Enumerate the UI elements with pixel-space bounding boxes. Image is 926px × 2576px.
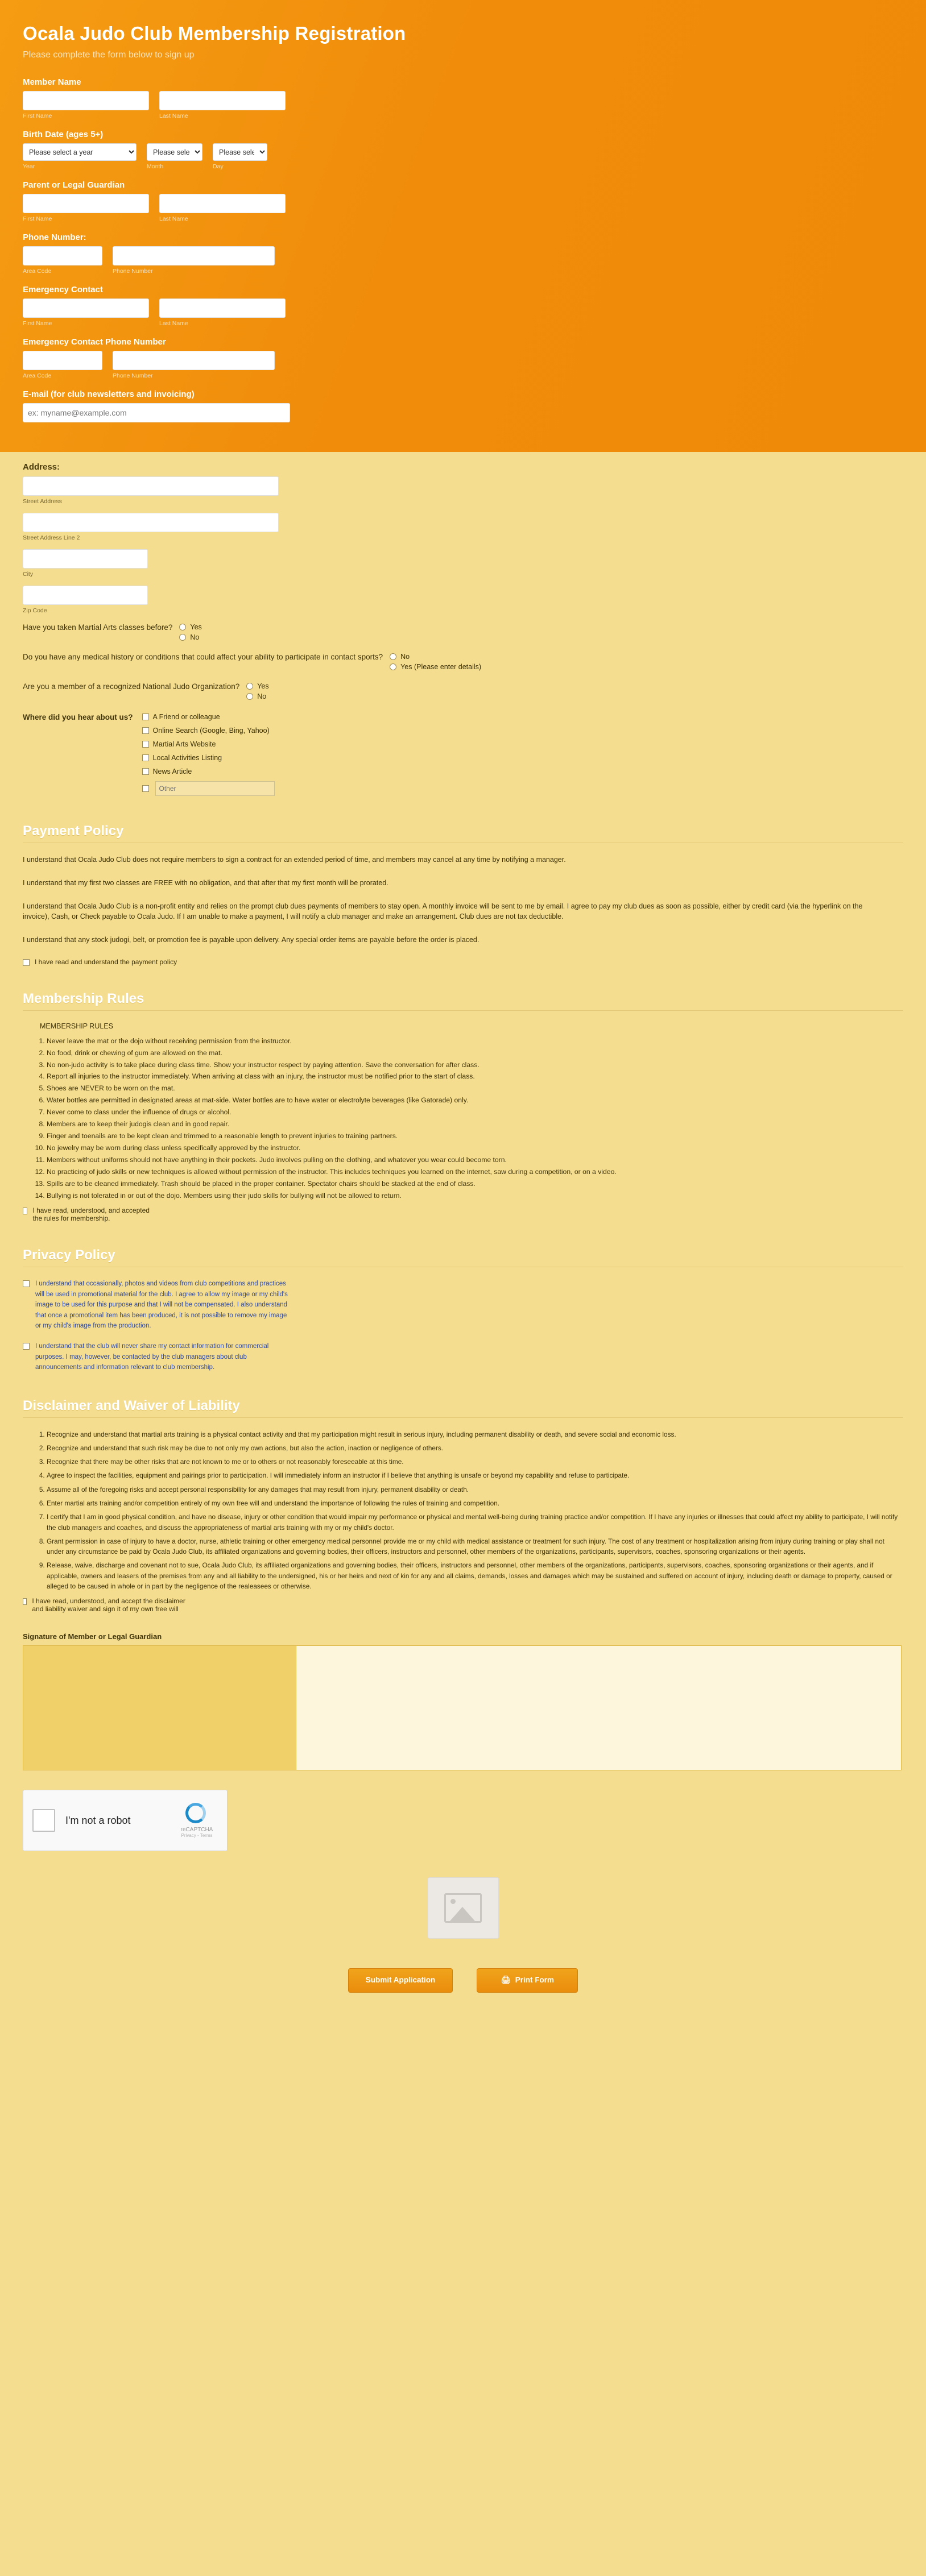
street-address-2-hint: Street Address Line 2	[23, 534, 80, 541]
radio-option-no[interactable]	[390, 653, 481, 661]
list-item: 3. No non-judo activity is to take place during class time. Show your instructor respect by paying attention. Save the conversation for after class.	[47, 1060, 903, 1071]
payment-policy-paragraph: I understand that Ocala Judo Club is a non-profit entity and relies on the prompt club dues payments of members to stay open. A monthly invoice will be sent to me by email. I agree to pay my club dues as soon as possible, either by credit card (via the hyperlink on the invoice), Cash, or Check payable to Ocala Judo. If I am unable to make a payment, I will notify a club manager and make an arrangement. Club dues are not tax deductible.	[23, 902, 863, 921]
birth-month-hint: Month	[147, 163, 164, 170]
question-martial-arts-experience	[23, 623, 903, 644]
member-last-name-wrap	[159, 91, 286, 119]
emergency-phone-number-input[interactable]	[113, 351, 275, 370]
guardian-first-name-hint: First Name	[23, 215, 52, 222]
address-group	[23, 462, 903, 614]
radio-label: No	[257, 692, 267, 700]
membership-rules-acknowledgement-label: I have read, understood, and accepted the rules for membership.	[32, 1206, 150, 1223]
email-input[interactable]	[23, 403, 290, 422]
disclaimer-title: Disclaimer and Waiver of Liability	[23, 1397, 240, 1413]
radio-option-no[interactable]	[179, 633, 201, 641]
payment-policy-section	[23, 823, 903, 966]
city-hint: City	[23, 571, 34, 578]
membership-rules-acknowledgement[interactable]	[23, 1206, 159, 1222]
radio-icon[interactable]	[390, 663, 396, 670]
form-actions	[23, 1968, 903, 1998]
form-header-section	[0, 0, 926, 452]
birth-year-hint: Year	[23, 163, 35, 170]
birth-day-wrap	[213, 143, 267, 170]
checkbox-option-martial-arts-website[interactable]	[142, 740, 275, 748]
payment-policy-paragraph: I understand that Ocala Judo Club does not require members to sign a contract for an extended period of time, and members may cancel at any time by notifying a manager.	[23, 856, 566, 864]
radio-option-yes[interactable]	[246, 682, 268, 690]
list-item: 2. Recognize and understand that such risk may be due to not only my own actions, but also the action, inaction or negligence of others.	[47, 1443, 903, 1453]
radio-icon[interactable]	[390, 653, 396, 660]
form-body-section	[0, 452, 926, 2021]
radio-option-yes-details[interactable]	[390, 663, 481, 671]
birth-day-hint: Day	[213, 163, 224, 170]
checkbox-label: A Friend or colleague	[152, 713, 220, 721]
checkbox-icon[interactable]	[142, 741, 149, 748]
member-first-name-input[interactable]	[23, 91, 149, 110]
radio-label: No	[400, 653, 410, 661]
list-item: 13. Spills are to be cleaned immediately. Trash should be placed in the proper container. Spectator chairs should be stacked at the end of class.	[47, 1179, 903, 1189]
guardian-first-name-input[interactable]	[23, 194, 149, 213]
list-item: 4. Agree to inspect the facilities, equipment and pairings prior to participation. I will immediately inform an instructor if I believe that anything is unsafe or beyond my capability and refuse to participate.	[47, 1470, 903, 1480]
payment-policy-acknowledgement-label: I have read and understand the payment policy	[35, 957, 177, 966]
list-item: 3. Recognize that there may be other risks that are not known to me or to others or not reasonably foreseeable at this time.	[47, 1457, 903, 1467]
list-item: 12. No practicing of judo skills or new techniques is allowed without permission of the instructor. This includes techniques you learned on the internet, saw during a competition, or on a video.	[47, 1167, 903, 1177]
checkbox-icon[interactable]	[142, 785, 149, 792]
list-item: 8. Grant permission in case of injury to have a doctor, nurse, athletic training or other emergency medical personnel provide me or my child with medical assistance or treatment for such injury. The cost of any treatment or hospitalization arising from injury during training or play shall not under any circumstance be paid by Ocala Judo Club, its affiliated organizations and governing bodies, their officers, instructors and personnel, other members of the organizations, participants, supervisors, coaches, sponsoring organizations or their agents.	[47, 1536, 903, 1557]
recaptcha-brand-text: reCAPTCHA	[180, 1827, 213, 1834]
privacy-policy-title: Privacy Policy	[23, 1247, 115, 1263]
radio-label: No	[190, 633, 200, 641]
payment-policy-paragraph: I understand that any stock judogi, belt, or promotion fee is payable upon delivery. Any special order items are payable before the order is placed.	[23, 936, 479, 944]
birth-month-wrap	[147, 143, 202, 170]
list-item: 5. Shoes are NEVER to be worn on the mat.	[47, 1083, 903, 1094]
emergency-phone-number-wrap	[113, 351, 275, 379]
question-national-judo-org	[23, 682, 903, 703]
payment-policy-acknowledgement[interactable]	[23, 958, 903, 966]
birth-day-select[interactable]	[213, 143, 267, 161]
email-label: E-mail (for club newsletters and invoicing)	[23, 389, 195, 399]
emergency-first-name-input[interactable]	[23, 298, 149, 318]
checkbox-label: Online Search (Google, Bing, Yahoo)	[152, 727, 270, 735]
checkbox-option-other[interactable]	[142, 781, 275, 796]
phone-number-wrap	[113, 246, 275, 275]
guardian-last-name-input[interactable]	[159, 194, 286, 213]
submit-application-button[interactable]: Submit Application	[348, 1968, 453, 1993]
hear-about-us-label: Where did you hear about us?	[23, 713, 133, 721]
divider	[23, 1010, 903, 1011]
emergency-first-name-wrap	[23, 298, 149, 327]
printer-icon: 🖨	[501, 1976, 511, 1985]
list-item: 11. Members without uniforms should not have anything in their pockets. Judo involves pulling on the clothing, and whatever you wear could become torn.	[47, 1155, 903, 1165]
list-item: 7. I certify that I am in good physical condition, and have no disease, injury or other condition that would impair my performance or physical and mental well-being during training practice and/or competition. If I have any injuries or illnesses that could affect my ability to participate, I will notify the club managers and coaches, and discuss the appropriateness of martial arts training with my or my child's doctor.	[47, 1512, 903, 1533]
phone-area-wrap	[23, 246, 102, 275]
checkbox-option-local-activities-listing[interactable]	[142, 754, 275, 762]
street-address-hint: Street Address	[23, 498, 62, 505]
guardian-last-name-hint: Last Name	[159, 215, 188, 222]
page-title: Ocala Judo Club Membership Registration	[23, 23, 406, 44]
disclaimer-acknowledgement-label: I have read, understood, and accept the disclaimer and liability waiver and sign it of my own free will	[32, 1597, 185, 1613]
member-name-label: Member Name	[23, 77, 81, 87]
guardian-first-name-wrap	[23, 194, 149, 222]
payment-policy-paragraph: I understand that my first two classes are FREE with no obligation, and that after that my first month will be prorated.	[23, 878, 388, 887]
privacy-policy-consent-photos[interactable]	[23, 1279, 903, 1331]
radio-label: Yes (Please enter details)	[400, 663, 482, 671]
list-item: 9. Release, waive, discharge and covenant not to sue, Ocala Judo Club, its affiliated organizations and governing bodies, their officers, instructors and personnel, other members of the organizations, participants, supervisors, coaches, sponsoring organizations or their agents, and if applicable, owners and leasers of the premises from any and all liability to the undersigned, his or her heirs and next of kin for any and all claims, demands, losses and damages which may be sustained and suffered on account of injury, including death or damage to property, caused or alleged to be caused in whole or in part by the negligence of the realeasees or otherwise.	[47, 1560, 903, 1591]
list-item: 7. Never come to class under the influence of drugs or alcohol.	[47, 1107, 903, 1118]
emergency-phone-number-hint: Phone Number	[113, 372, 153, 379]
zip-hint: Zip Code	[23, 607, 47, 614]
privacy-policy-consent-contact-label: I understand that the club will never share my contact information for commercial purposes. I may, however, be contacted by the club managers about club announcements and information relevant to club membership.	[35, 1343, 269, 1371]
member-first-name-wrap	[23, 91, 149, 119]
list-item: 2. No food, drink or chewing of gum are allowed on the mat.	[47, 1048, 903, 1059]
checkbox-icon[interactable]	[142, 754, 149, 761]
disclaimer-list	[47, 1429, 903, 1592]
list-item: 8. Members are to keep their judogis clean and in good repair.	[47, 1119, 903, 1130]
checkbox-label: Local Activities Listing	[152, 754, 222, 762]
membership-rules-title: Membership Rules	[23, 990, 144, 1006]
signature-pad[interactable]	[23, 1645, 902, 1770]
radio-icon[interactable]	[179, 624, 186, 630]
radio-icon[interactable]	[246, 693, 253, 700]
member-last-name-hint: Last Name	[159, 113, 188, 119]
print-form-button[interactable]	[477, 1968, 578, 1993]
list-item: 14. Bullying is not tolerated in or out of the dojo. Members using their judo skills for bullying will not be allowed to return.	[47, 1190, 903, 1201]
guardian-label: Parent or Legal Guardian	[23, 180, 125, 190]
member-last-name-input[interactable]	[159, 91, 286, 110]
emergency-phone-area-wrap	[23, 351, 102, 379]
emergency-phone-label: Emergency Contact Phone Number	[23, 337, 166, 347]
recaptcha-widget[interactable]	[23, 1790, 228, 1851]
phone-area-code-hint: Area Code	[23, 268, 52, 275]
hear-about-us-group	[23, 713, 903, 798]
guardian-last-name-wrap	[159, 194, 286, 222]
checkbox-option-online-search[interactable]	[142, 727, 275, 735]
radio-option-yes[interactable]	[179, 623, 201, 631]
checkbox-icon[interactable]	[23, 1280, 30, 1287]
birth-date-label: Birth Date (ages 5+)	[23, 130, 104, 139]
disclaimer-section	[23, 1398, 903, 1613]
signature-pad-left[interactable]	[23, 1646, 296, 1770]
list-item: 6. Water bottles are permitted in designated areas at mat-side. Water bottles are to have water or electrolyte beverages (like Gatorade) only.	[47, 1095, 903, 1106]
divider	[23, 1417, 903, 1418]
question-medical-history	[23, 653, 903, 673]
zip-input[interactable]	[23, 586, 148, 605]
question-medical-history-label: Do you have any medical history or conditions that could affect your ability to participate in contact sports?	[23, 653, 383, 661]
recaptcha-terms-text: Privacy - Terms	[181, 1833, 213, 1839]
birth-year-select[interactable]	[23, 143, 137, 161]
list-item: 10. No jewelry may be worn during class unless specifically approved by the instructor.	[47, 1143, 903, 1154]
list-item: 9. Finger and toenails are to be kept clean and trimmed to a reasonable length to prevent injuries to training partners.	[47, 1131, 903, 1142]
phone-area-code-input[interactable]	[23, 246, 102, 266]
privacy-policy-section	[23, 1247, 903, 1372]
phone-group	[23, 233, 903, 275]
checkbox-option-friend[interactable]	[142, 713, 275, 721]
radio-option-no[interactable]	[246, 692, 268, 700]
membership-rules-heading: MEMBERSHIP RULES	[40, 1022, 113, 1030]
privacy-policy-consent-contact[interactable]	[23, 1341, 903, 1372]
membership-rules-list	[47, 1036, 903, 1201]
guardian-group	[23, 180, 903, 222]
emergency-phone-group	[23, 337, 903, 379]
street-address-2-input[interactable]	[23, 513, 279, 532]
city-input[interactable]	[23, 549, 148, 569]
emergency-last-name-hint: Last Name	[159, 320, 188, 327]
birth-year-wrap	[23, 143, 137, 170]
birth-month-select[interactable]	[147, 143, 202, 161]
hear-about-other-input[interactable]	[155, 781, 275, 796]
signature-label: Signature of Member or Legal Guardian	[23, 1632, 162, 1641]
checkbox-icon[interactable]	[23, 959, 30, 966]
phone-label: Phone Number:	[23, 233, 86, 242]
checkbox-icon[interactable]	[142, 727, 149, 734]
list-item: 1. Never leave the mat or the dojo without receiving permission from the instructor.	[47, 1036, 903, 1047]
recaptcha-checkbox[interactable]	[32, 1809, 55, 1832]
phone-number-input[interactable]	[113, 246, 275, 266]
email-group	[23, 389, 903, 422]
checkbox-option-news-article[interactable]	[142, 768, 275, 775]
question-national-judo-org-label: Are you a member of a recognized National Judo Organization?	[23, 682, 240, 691]
image-placeholder	[428, 1877, 499, 1939]
radio-label: Yes	[190, 623, 202, 631]
emergency-phone-area-code-input[interactable]	[23, 351, 102, 370]
radio-icon[interactable]	[179, 634, 186, 641]
question-martial-arts-experience-label: Have you taken Martial Arts classes before?	[23, 623, 173, 632]
checkbox-icon[interactable]	[23, 1598, 27, 1605]
phone-number-hint: Phone Number	[113, 268, 153, 275]
checkbox-icon[interactable]	[23, 1343, 30, 1350]
recaptcha-icon	[185, 1803, 208, 1826]
checkbox-icon[interactable]	[23, 1208, 27, 1214]
member-first-name-hint: First Name	[23, 113, 52, 119]
emergency-last-name-wrap	[159, 298, 286, 327]
list-item: 4. Report all injuries to the instructor immediately. When arriving at class with an injury, the instructor must be notified prior to the start of class.	[47, 1071, 903, 1082]
birth-date-group	[23, 130, 903, 170]
image-icon	[444, 1893, 482, 1923]
emergency-contact-label: Emergency Contact	[23, 285, 103, 294]
recaptcha-label: I'm not a robot	[65, 1814, 131, 1826]
membership-rules-section	[23, 991, 903, 1223]
emergency-contact-group	[23, 285, 903, 327]
recaptcha-branding	[175, 1803, 219, 1838]
address-label: Address:	[23, 462, 60, 472]
page-subtitle: Please complete the form below to sign up	[23, 50, 195, 60]
member-name-group	[23, 77, 903, 119]
list-item: 5. Assume all of the foregoing risks and accept personal responsibility for any damages that may result from injury, permanent disability or death.	[47, 1484, 903, 1495]
privacy-policy-items	[23, 1279, 903, 1372]
signature-pad-canvas[interactable]	[296, 1646, 901, 1770]
checkbox-icon[interactable]	[142, 768, 149, 775]
print-form-label: Print Form	[515, 1976, 554, 1985]
privacy-policy-consent-photos-label: I understand that occasionally, photos and videos from club competitions and practices will be used in promotional material for the club. I agree to allow my image or my child's image to be used for this purpose and that I will not be compensated. I also understand that once a promotional item has been produced, it is not possible to remove my image or my child's image from the production.	[35, 1280, 288, 1329]
disclaimer-acknowledgement[interactable]	[23, 1597, 193, 1613]
street-address-input[interactable]	[23, 476, 279, 496]
list-item: 1. Recognize and understand that martial arts training is a physical contact activity and that my participation might result in serious injury, including permanent disability or death, and severe social and economic loss.	[47, 1429, 903, 1440]
checkbox-label: News Article	[152, 768, 192, 775]
checkbox-label: Martial Arts Website	[152, 740, 216, 748]
list-item: 6. Enter martial arts training and/or competition entirely of my own free will and understand the importance of following the rules of training and competition.	[47, 1498, 903, 1508]
emergency-last-name-input[interactable]	[159, 298, 286, 318]
radio-label: Yes	[257, 682, 269, 690]
emergency-phone-area-code-hint: Area Code	[23, 372, 52, 379]
payment-policy-title: Payment Policy	[23, 823, 124, 839]
checkbox-icon[interactable]	[142, 714, 149, 720]
radio-icon[interactable]	[246, 683, 253, 690]
emergency-first-name-hint: First Name	[23, 320, 52, 327]
